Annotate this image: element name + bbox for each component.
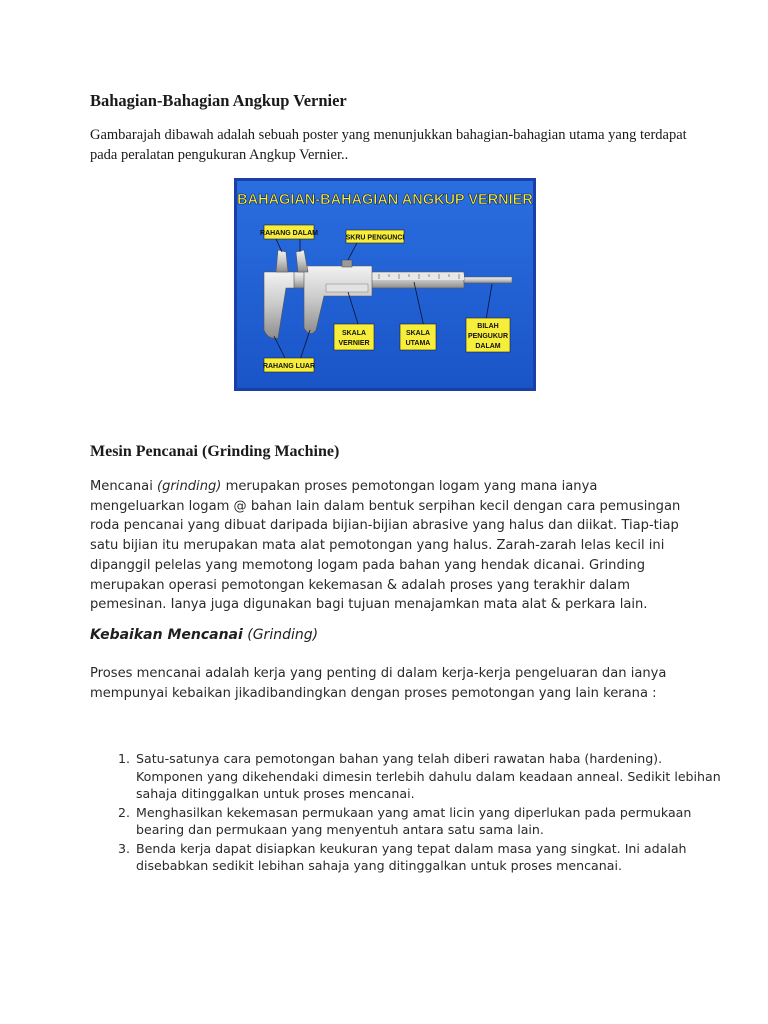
label-bilah-line2: PENGUKUR [467, 333, 509, 340]
kebaikan-title-rest: (Grinding) [242, 627, 319, 643]
label-skala-utama-line2: UTAMA [405, 340, 431, 347]
section-title-vernier: Bahagian-Bahagian Angkup Vernier [90, 91, 347, 110]
poster-title: BAHAGIAN-BAHAGIAN ANGKUP VERNIER [237, 192, 533, 208]
label-skala-vernier-line2: VERNIER [338, 340, 370, 347]
list-item: 3. Benda kerja dapat disiapkan keukuran yang tepat dalam masa yang singkat. Ini adalah disebabkan sedikit lebihan sahaja yang ditinggalkan untuk proses mencanai. [134, 840, 724, 875]
section-title-kebaikan [90, 627, 318, 643]
label-skala-vernier-line1: SKALA [341, 330, 367, 337]
label-bilah-line3: DALAM [475, 343, 501, 350]
section-title-grinding: Mesin Pencanai (Grinding Machine) [90, 443, 340, 460]
vernier-intro-paragraph: Gambarajah dibawah adalah sebuah poster yang menunjukkan bahagian-bahagian utama yang terdapat pada peralatan pengukuran Angkup Vernier.. [90, 127, 687, 163]
grinding-para-start: Mencanai [90, 479, 157, 494]
fixed-inner-jaw [276, 250, 288, 272]
locking-screw [342, 260, 352, 267]
vernier-caliper-poster [234, 178, 536, 391]
label-skru-pengunci: SKRU PENGUNCI [345, 234, 405, 242]
kebaikan-title-bold: Kebaikan Mencanai [90, 627, 243, 643]
list-item: 1. Satu-satunya cara pemotongan bahan yang telah diberi rawatan haba (hardening). Komponen yang dikehendaki dimesin terlebih dahulu dalam keadaan anneal. Sedikit lebihan sahaja ditinggalkan untuk proses mencanai. [134, 750, 724, 803]
depth-rod [464, 277, 512, 283]
grinding-paragraph [90, 477, 690, 615]
label-bilah-line1: BILAH [477, 323, 499, 330]
label-rahang-dalam: RAHANG DALAM [260, 230, 318, 237]
label-skala-utama-line1: SKALA [405, 330, 431, 337]
grinding-para-italic: (grinding) [157, 479, 222, 494]
label-rahang-luar: RAHANG LUAR [262, 363, 316, 370]
list-item: 2. Menghasilkan kekemasan permukaan yang amat licin yang diperlukan pada permukaan bearing dan permukaan yang menyentuh antara satu sama lain. [134, 804, 724, 839]
kebaikan-list [90, 750, 724, 876]
vernier-scale-window [326, 284, 368, 292]
grinding-para-rest: merupakan proses pemotongan logam yang mana ianya mengeluarkan logam @ bahan lain dalam bentuk serpihan kecil dengan cara pemusingan roda pencanai yang dibuat daripada bijian-bijian abrasive yang halus dan diikat. Tiap-tiap satu bijian itu merupakan mata alat pemotongan yang halus. Zarah-zarah lelas kecil ini dipanggil pelelas yang memotong logam pada bahan yang hendak dicanai. Grinding merupakan operasi pemotongan kekemasan & adalah proses yang terakhir dalam pemesinan. Ianya juga digunakan bagi tujuan menajamkan mata alat & perkara lain. [90, 479, 681, 613]
kebaikan-intro-paragraph: Proses mencanai adalah kerja yang penting di dalam kerja-kerja pengeluaran dan ianya mempunyai kebaikan jikadibandingkan dengan proses pemotongan yang lain kerana : [90, 666, 667, 701]
